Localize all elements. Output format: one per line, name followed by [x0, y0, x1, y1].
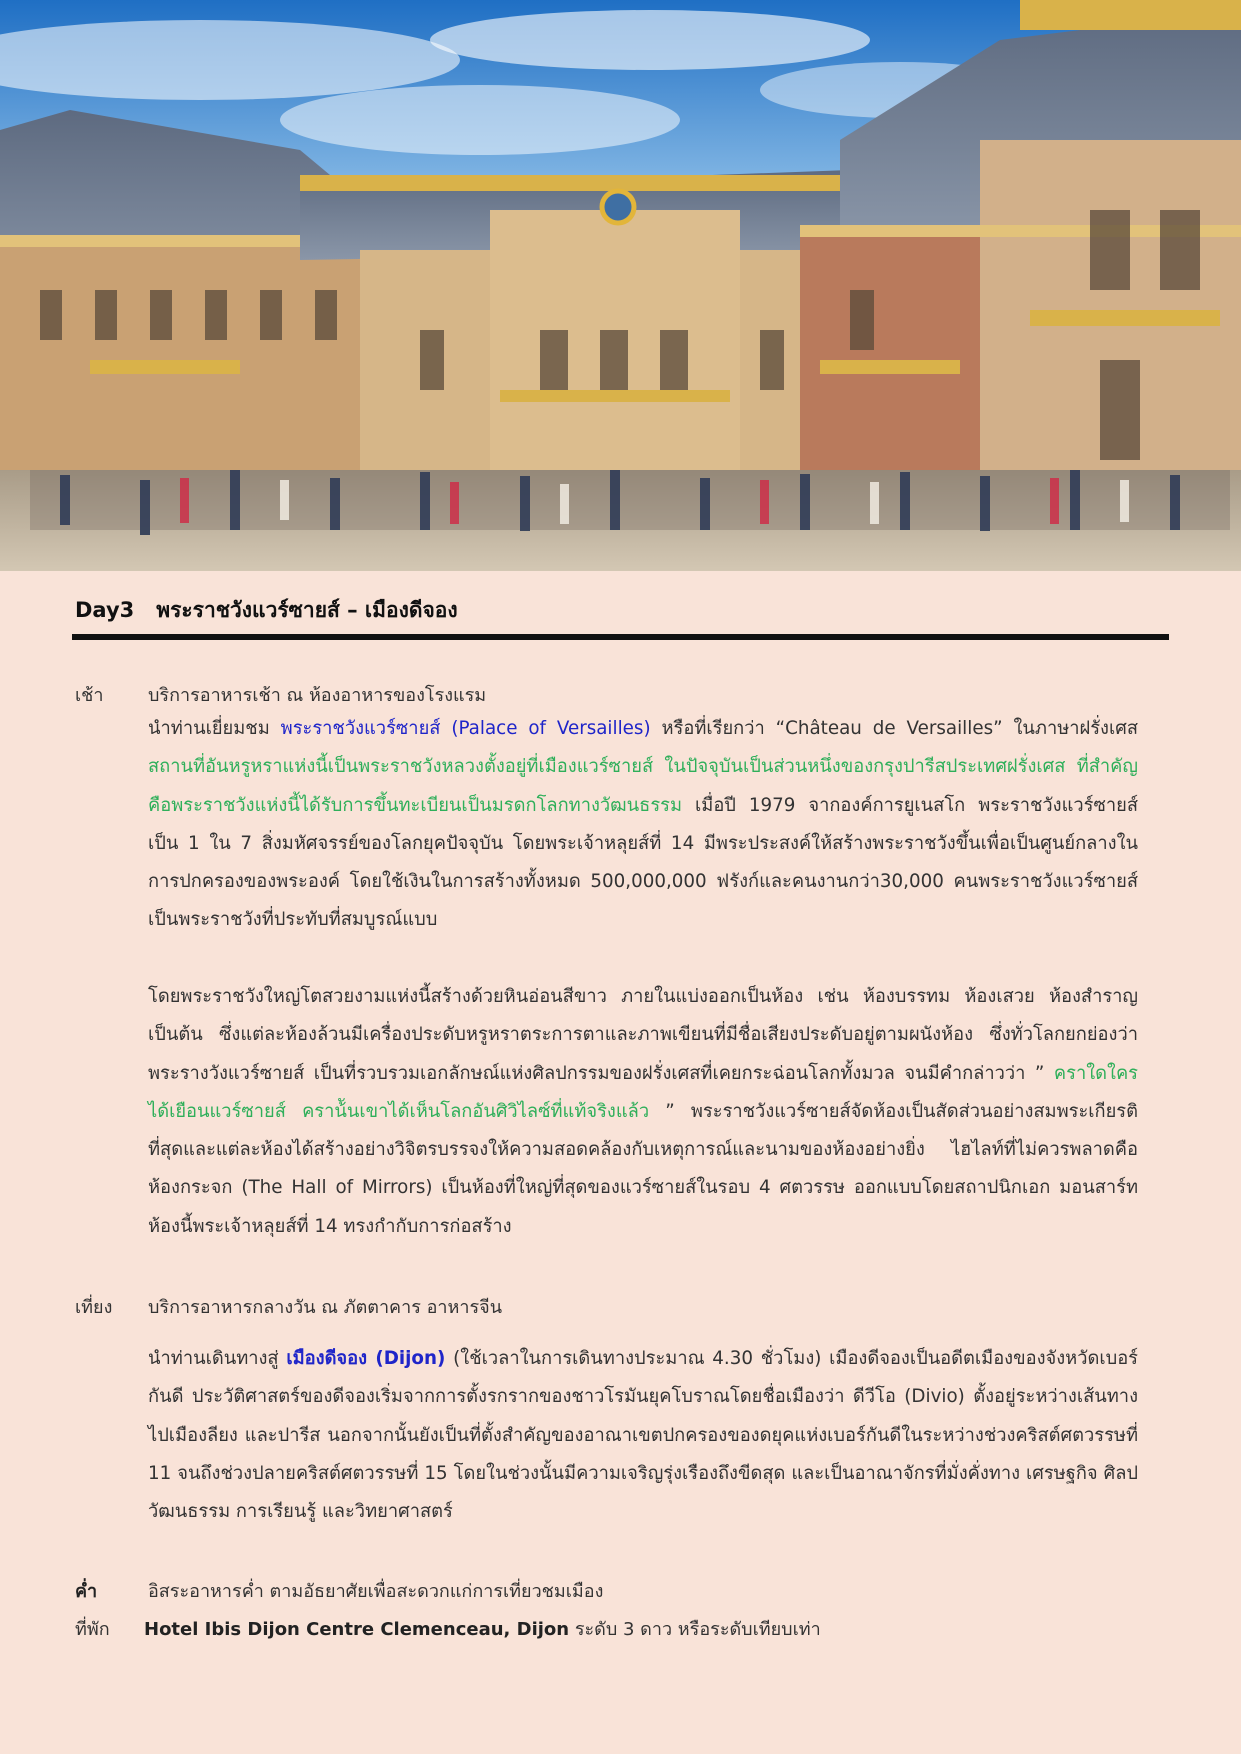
day-label: Day3	[75, 598, 135, 622]
versailles-highlight: พระราชวังแวร์ซายส์ (Palace of Versailles)	[280, 718, 651, 739]
hotel-rating: ระดับ 3 ดาว หรือระดับเทียบเท่า	[569, 1619, 821, 1640]
dijon-paragraph: นำท่านเดินทางสู่ เมืองดีจอง (Dijon) (ใช้เวลาในการเดินทางประมาณ 4.30 ชั่วโมง) เมืองดีจองเป็นอดีตเมืองของจังหวัดเบอร์กันดี ประวัติศาสตร์ของดีจองเริ่มจากการตั้งรกรากของชาวโรมันยุคโบราณโดยชื่อเมืองว่า ดีวีโอ (Divio) ตั้งอยู่ระหว่างเส้นทางไปเมืองลียง และปารีส นอกจากนั้นยังเป็นที่ตั้งสำคัญของอาณาเขตปกครองของดยุคแห่งเบอร์กันดีในระหว่างช่วงคริสต์ศตวรรษที่ 11 จนถึงช่วงปลายคริสต์ศตวรรษที่ 15 โดยในช่วงนั้นมีความเจริญรุ่งเรืองถึงขีดสุด และเป็นอาณาจักรที่มั่งคั่งทาง เศรษฐกิจ ศิลปวัฒนธรรม การเรียนรู้ และวิทยาศาสตร์	[148, 1348, 1138, 1523]
noon-label: เที่ยง	[75, 1297, 113, 1318]
dijon-highlight: เมืองดีจอง (Dijon)	[286, 1348, 446, 1369]
hotel-line	[144, 1614, 821, 1643]
morning-label: เช้า	[75, 685, 104, 706]
heading-divider	[72, 634, 1169, 640]
dinner-text: อิสระอาหารค่ำ ตามอัธยาศัยเพื่อสะดวกแก่การเที่ยวชมเมือง	[148, 1581, 604, 1602]
versailles-paragraph-2: โดยพระราชวังใหญ่โตสวยงามแห่งนี้สร้างด้วยหินอ่อนสีขาว ภายในแบ่งออกเป็นห้อง เช่น ห้องบรรทม ห้องเสวย ห้องสำราญ เป็นต้น ซึ่งแต่ละห้องล้วนมีเครื่องประดับหรูหราตระการตาและภาพเขียนที่มีชื่อเสียงประดับอยู่ตามผนังห้อง ซึ่งทั่วโลกยกย่องว่าพระรางวังแวร์ซายส์ เป็นที่รวบรวมเอกลักษณ์แห่งศิลปกรรมของฝรั่งเศสที่เคยกระฉ่อนโลกทั้งมวล จนมีคำกล่าวว่า ” คราใดใครได้เยือนแวร์ซายส์ คราน้ันเขาได้เห็นโลกอันศิวิไลซ์ที่แท้จริงแล้ว ” พระราชวังแวร์ซายส์จัดห้องเป็นสัดส่วนอย่างสมพระเกียรติที่สุดและแต่ละห้องได้สร้างอย่างวิจิตรบรรจงให้ความสอดคล้องกับเหตุการณ์และนามของห้องอย่างยิ่ง ไฮไลท์ที่ไม่ควรพลาดคือ ห้องกระจก (The Hall of Mirrors) เป็นห้องที่ใหญ่ที่สุดของแวร์ซายส์ในรอบ 4 ศตวรรษ ออกแบบโดยสถาปนิกเอก มอนสาร์ท ห้องนี้พระเจ้าหลุยส์ที่ 14 ทรงกำกับการก่อสร้าง	[148, 986, 1138, 1237]
lunch-text: บริการอาหารกลางวัน ณ ภัตตาคาร อาหารจีน	[148, 1297, 503, 1318]
heritage-highlight: สถานที่อันหรูหราแห่งนี้เป็นพระราชวังหลวงตั้งอยู่ที่เมืองแวร์ซายส์ ในปัจจุบันเป็นส่วนหนึ่งของกรุงปารีสประเทศฝรั่งเศส ที่สำคัญคือพระราชวังแห่งนี้ได้รับการขึ้นทะเบียนเป็นมรดกโลกทางวัฒนธรรม	[148, 756, 1138, 816]
day-heading	[75, 594, 458, 627]
versailles-paragraph-1: นำท่านเยี่ยมชม พระราชวังแวร์ซายส์ (Palace of Versailles) หรือที่เรียกว่า “Château de Versailles” ในภาษาฝรั่งเศส สถานที่อันหรูหราแห่งนี้เป็นพระราชวังหลวงตั้งอยู่ที่เมืองแวร์ซายส์ ในปัจจุบันเป็นส่วนหนึ่งของกรุงปารีสประเทศฝรั่งเศส ที่สำคัญคือพระราชวังแห่งนี้ได้รับการขึ้นทะเบียนเป็นมรดกโลกทางวัฒนธรรม เมื่อปี 1979 จากองค์การยูเนสโก พระราชวังแวร์ซายส์เป็น 1 ใน 7 สิ่งมหัศจรรย์ของโลกยุคปัจจุบัน โดยพระเจ้าหลุยส์ที่ 14 มีพระประสงค์ให้สร้างพระราชวังขึ้นเพื่อเป็นศูนย์กลางในการปกครองของพระองค์ โดยใช้เงินในการสร้างทั้งหมด 500,000,000 ฟรังก์และคนงานกว่า30,000 คนพระราชวังแวร์ซายส์ เป็นพระราชวังที่ประทับที่สมบูรณ์แบบ	[148, 718, 1138, 931]
hotel-name: Hotel Ibis Dijon Centre Clemenceau, Dijon	[144, 1619, 570, 1640]
evening-label: ค่ำ	[75, 1581, 98, 1602]
quote-highlight: คราใดใครได้เยือนแวร์ซายส์ คราน้ันเขาได้เห็นโลกอันศิวิไลซ์ที่แท้จริงแล้ว	[148, 1062, 1138, 1122]
day-title: พระราชวังแวร์ซายส์ – เมืองดีจอง	[156, 598, 458, 622]
breakfast-text: บริการอาหารเช้า ณ ห้องอาหารของโรงแรม	[148, 685, 487, 706]
hotel-label: ที่พัก	[75, 1619, 110, 1640]
hero-photo-versailles	[0, 0, 1241, 571]
